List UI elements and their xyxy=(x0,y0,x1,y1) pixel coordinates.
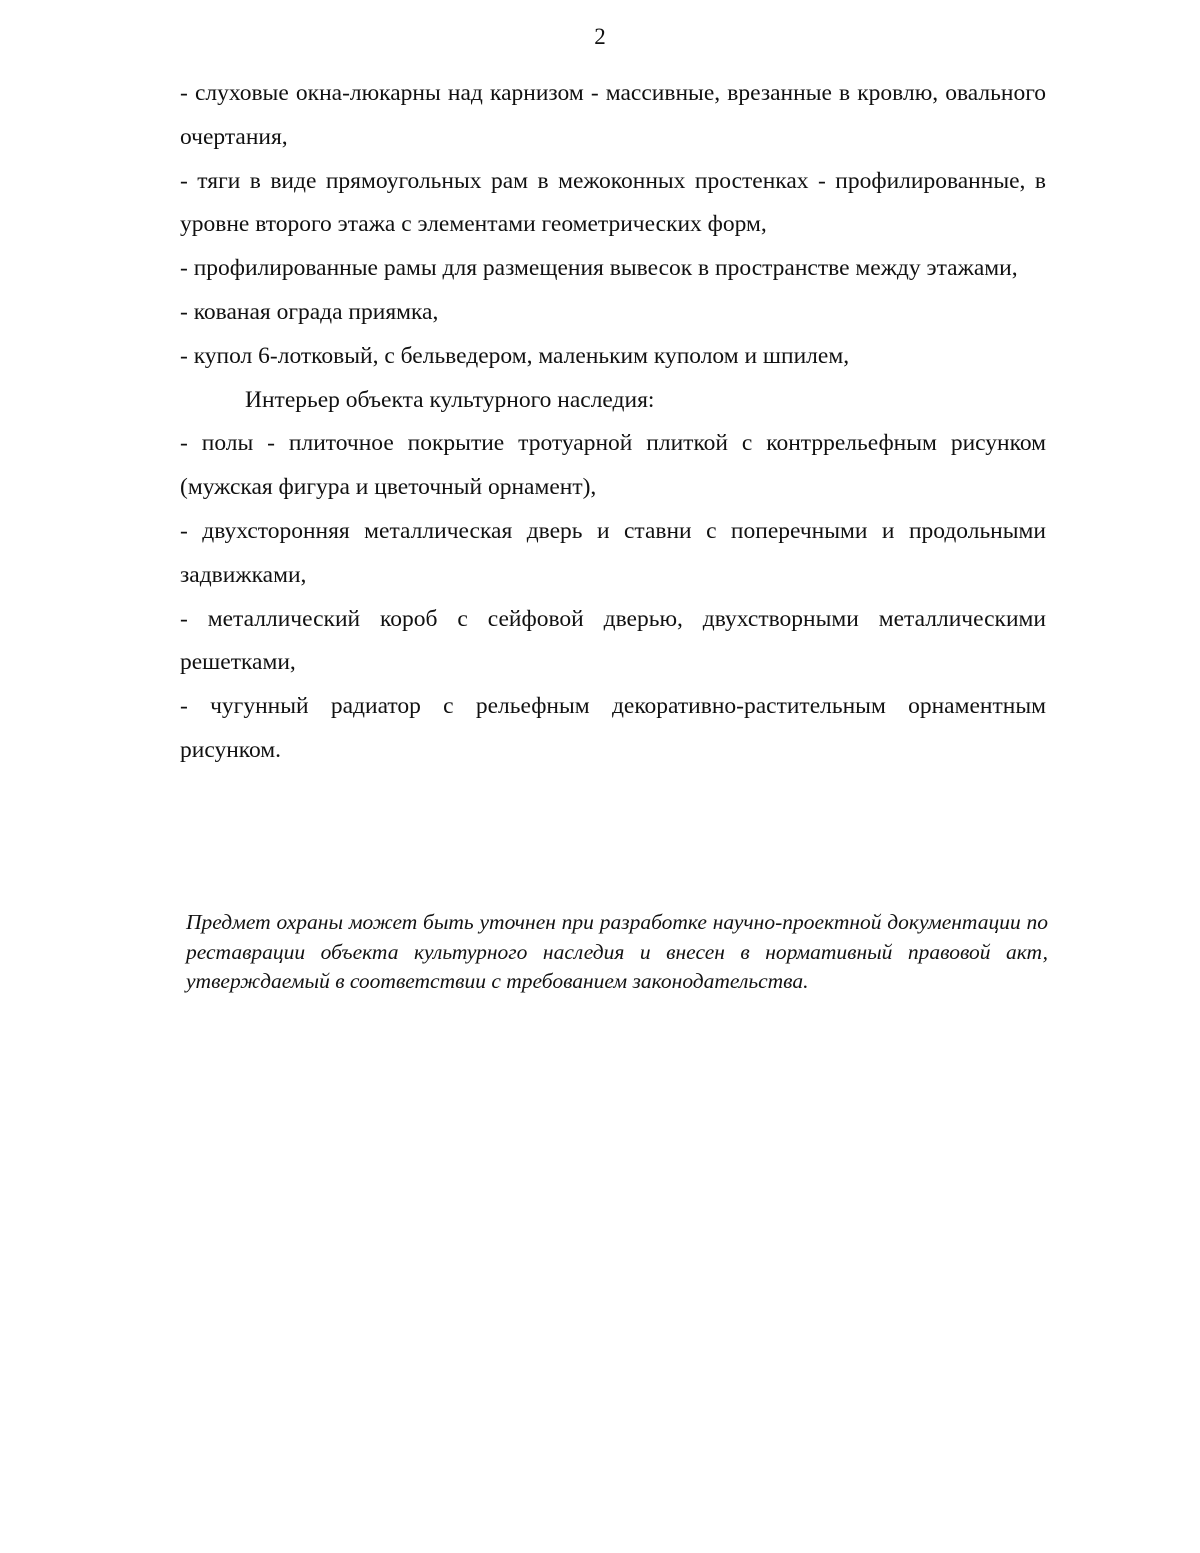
list-item-frames-between-windows: - тяги в виде прямоугольных рам в межоконных простенках - профилированные, в уровне второго этажа с элементами геометрических форм, xyxy=(180,167,1046,238)
list-item-metal-door: - двухсторонняя металлическая дверь и ставни с поперечными и продольными задвижками, xyxy=(180,517,1046,588)
document-body xyxy=(180,72,1046,773)
section-heading-interior: Интерьер объекта культурного наследия: xyxy=(245,386,655,413)
page-number: 2 xyxy=(594,24,606,49)
list-item-dome: - купол 6-лотковый, с бельведером, маленьким куполом и шпилем, xyxy=(180,342,850,369)
list-item-radiator: - чугунный радиатор с рельефным декоративно-растительным орнаментным рисунком. xyxy=(180,693,1046,763)
list-item-dormer-windows: - слуховые окна-люкарны над карнизом - массивные, врезанные в кровлю, овального очертания, xyxy=(180,80,1046,150)
list-item-metal-box: - металлический короб с сейфовой дверью, двухстворными металлическими решетками, xyxy=(180,605,1046,676)
list-item-sign-frames: - профилированные рамы для размещения вывесок в пространстве между этажами, xyxy=(180,255,1018,282)
protection-subject-note: Предмет охраны может быть уточнен при разработке научно-проектной документации по реставрации объекта культурного наследия и внесен в нормативный правовой акт, утверждаемый в соответствии с требованием законодательства. xyxy=(186,910,1048,993)
list-item-floors: - полы - плиточное покрытие тротуарной плиткой с контррельефным рисунком (мужская фигура и цветочный орнамент), xyxy=(180,430,1046,501)
list-item-pit-fence: - кованая ограда приямка, xyxy=(180,298,439,325)
